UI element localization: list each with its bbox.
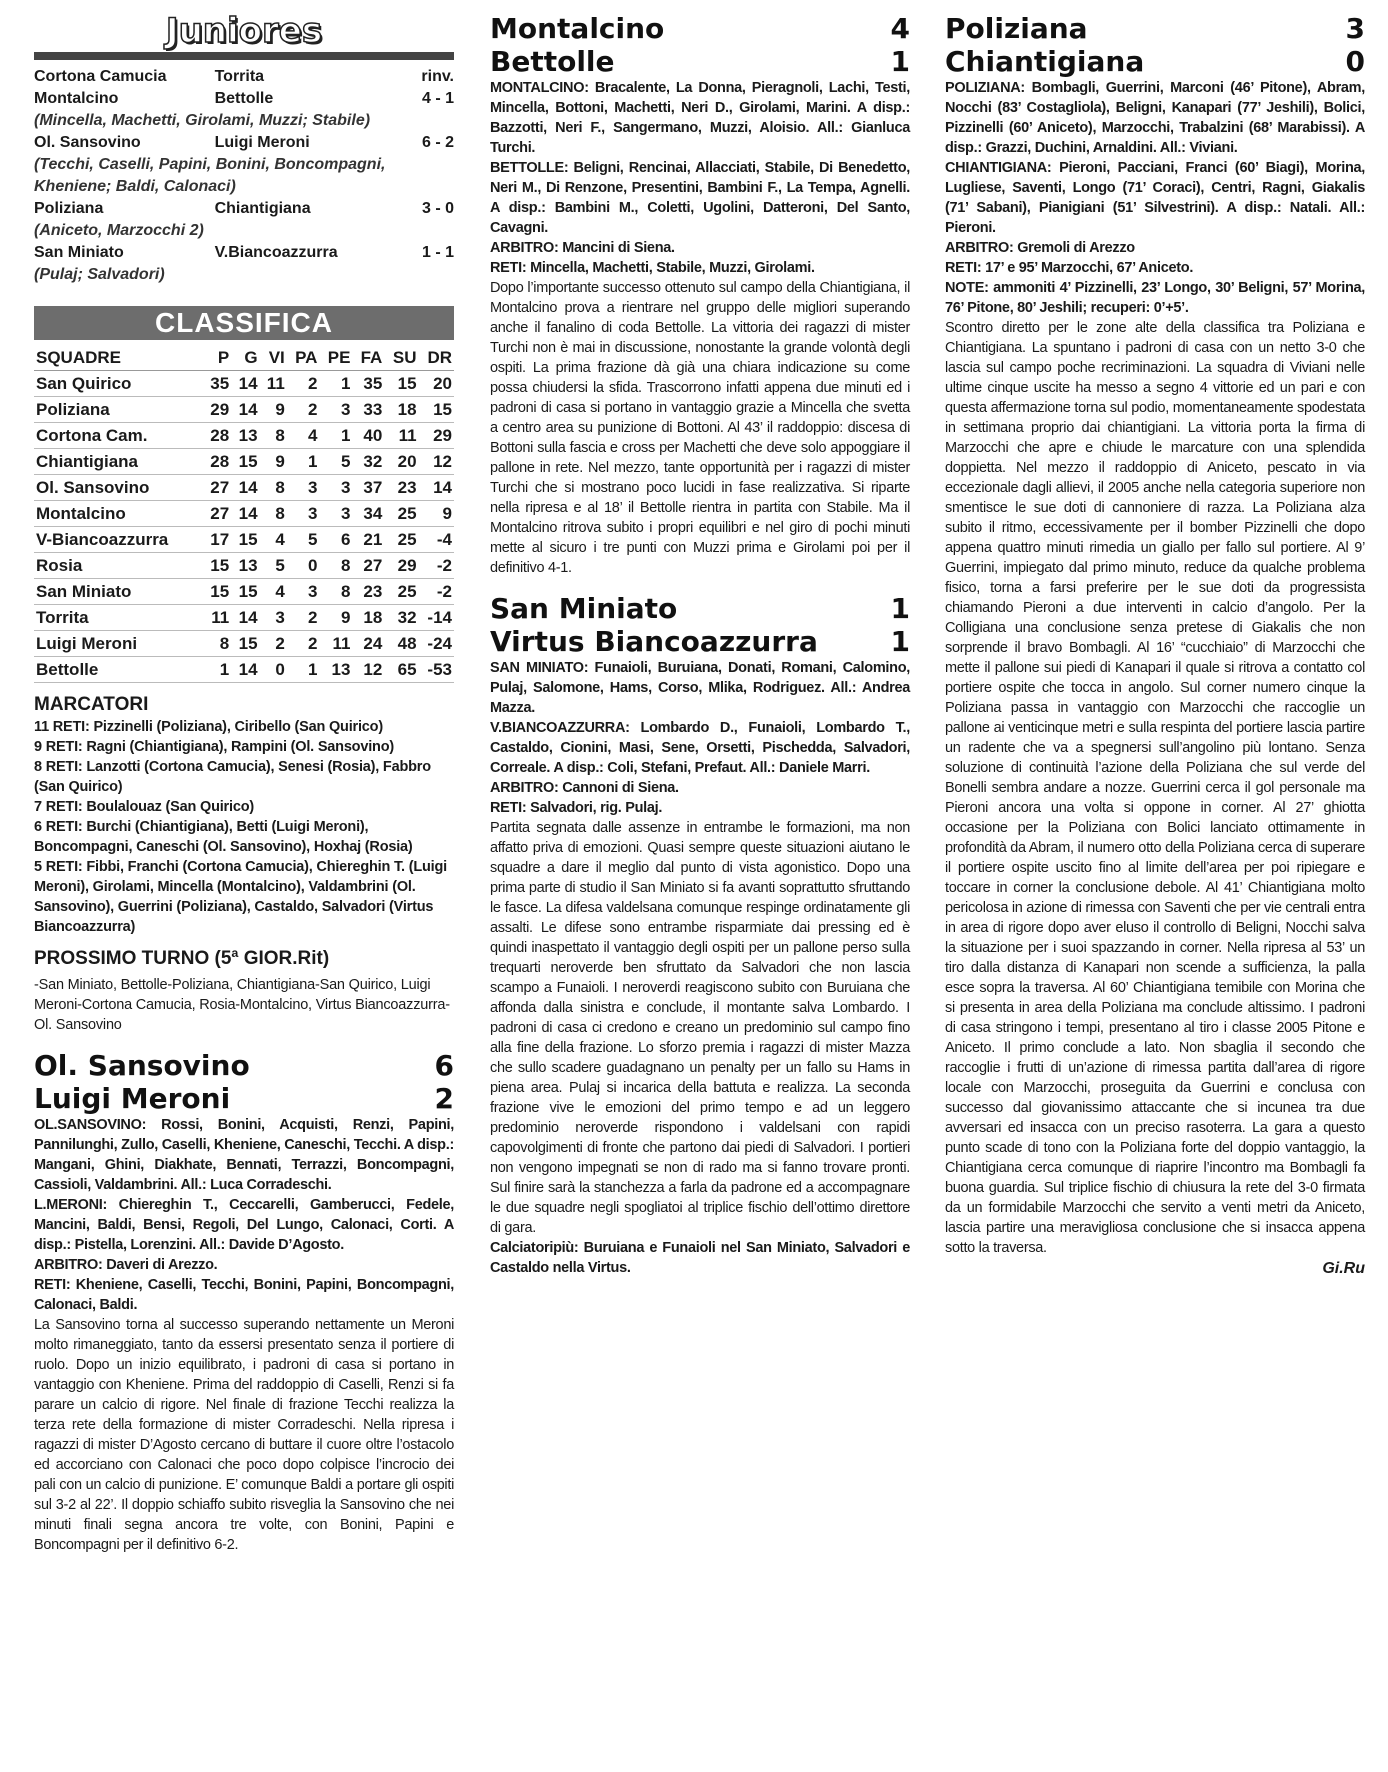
standings-cell: 13 — [231, 423, 259, 449]
standings-cell: 1 — [319, 371, 352, 397]
standings-cell: 33 — [352, 397, 384, 423]
scorers-list — [34, 717, 454, 937]
standings-header: VI — [260, 346, 287, 371]
lineup-home: SAN MINIATO: Funaioli, Buruiana, Donati, Romani, Calomino, Pulaj, Salomone, Hams, Corso, Mlika, Rodriguez. All.: Andrea Mazza. — [490, 660, 910, 716]
standings-cell: 27 — [203, 501, 231, 527]
standings-cell: 27 — [352, 553, 384, 579]
match-article: La Sansovino torna al successo superando nettamente un Meroni molto rimaneggiato, tanto da essersi presentato senza il portiere di ruolo. Dopo un inizio equilibrato, i padroni di casa si portano in vantaggio con Kheniene. Prima del raddoppio di Caselli, Renzi si fa parare un calcio di rigore. Nel finale di frazione Tecchi realizza la terza rete della formazione di mister Corradeschi. Nella ripresa i ragazzi di mister D’Agosto cercano di buttare il cuore oltre l’ostacolo ed accorciano con Calonaci che poco dopo colpisce l’incrocio dei pali con un calcio di punizione. E’ comunque Baldi a portare gli ospiti sul 3-2 al 22’. Il doppio schiaffo subito risveglia la Sansovino che nei minuti finali segna ancora tre volte, con Bonini, Papini e Boncompagni per il definitivo 6-2. — [34, 1317, 454, 1553]
standings-cell: 1 — [203, 657, 231, 683]
standings-cell: 3 — [319, 397, 352, 423]
standings-cell: 29 — [203, 397, 231, 423]
away-score: 0 — [1345, 45, 1365, 78]
match-sansovino — [34, 1049, 454, 1555]
referee: ARBITRO: Cannoni di Siena. — [490, 780, 679, 796]
standings-row — [34, 449, 454, 475]
scorer-line: 6 RETI: Burchi (Chiantigiana), Betti (Luigi Meroni), Boncompagni, Caneschi (Ol. Sansovino), Hoxhaj (Rosia) — [34, 819, 413, 855]
standings-cell: 2 — [287, 631, 320, 657]
home-score: 6 — [434, 1049, 454, 1082]
result-scorers: (Tecchi, Caselli, Papini, Bonini, Boncompagni, Kheniene; Baldi, Calonaci) — [34, 156, 386, 195]
result-row — [34, 132, 454, 154]
standings-cell: 40 — [352, 423, 384, 449]
away-team: Luigi Meroni — [34, 1082, 231, 1115]
standings-cell: -53 — [419, 657, 454, 683]
standings-row — [34, 579, 454, 605]
standings-cell: 24 — [352, 631, 384, 657]
goals: RETI: 17’ e 95’ Marzocchi, 67’ Aniceto. — [945, 260, 1194, 276]
standings-cell: 4 — [260, 579, 287, 605]
marcatori-title: MARCATORI — [34, 694, 149, 715]
standings-cell: 13 — [231, 553, 259, 579]
standings-cell: 3 — [260, 605, 287, 631]
standings-cell: 32 — [384, 605, 418, 631]
standings-cell: 15 — [231, 631, 259, 657]
team-name: Cortona Cam. — [34, 423, 203, 449]
scorer-line: 5 RETI: Fibbi, Franchi (Cortona Camucia), Chiereghin T. (Luigi Meroni), Girolami, Mincella (Montalcino), Valdambrini (Ol. Sansovino), Guerrini (Poliziana), Castaldo, Salvadori (Virtus Biancoazzurra) — [34, 859, 447, 935]
home-score: 3 — [1345, 12, 1365, 45]
standings-cell: 9 — [319, 605, 352, 631]
standings-cell: -2 — [419, 579, 454, 605]
standings-cell: 8 — [203, 631, 231, 657]
standings-cell: 3 — [287, 475, 320, 501]
standings-row — [34, 423, 454, 449]
team-name: Luigi Meroni — [34, 631, 203, 657]
result-score: 6 - 2 — [421, 134, 454, 151]
standings-header: G — [231, 346, 259, 371]
standings-cell: 8 — [260, 501, 287, 527]
standings-cell: 29 — [384, 553, 418, 579]
classifica-title: CLASSIFICA — [34, 306, 454, 340]
match-home-line — [490, 12, 910, 45]
standings-cell: 27 — [203, 475, 231, 501]
standings-cell: 4 — [260, 527, 287, 553]
match-poliziana — [945, 12, 1365, 1278]
result-away: Chiantigiana — [214, 200, 311, 217]
standings-cell: 15 — [419, 397, 454, 423]
result-scorers-row — [34, 264, 454, 286]
result-row — [34, 88, 454, 110]
standings-cell: 18 — [352, 605, 384, 631]
standings-cell: 9 — [419, 501, 454, 527]
goals: RETI: Mincella, Machetti, Stabile, Muzzi, Girolami. — [490, 260, 815, 276]
standings-cell: 5 — [260, 553, 287, 579]
home-team: Ol. Sansovino — [34, 1049, 250, 1082]
result-score: 4 - 1 — [421, 90, 454, 107]
lineup-away: CHIANTIGIANA: Pieroni, Pacciani, Franci (60’ Biagi), Morina, Lugliese, Saventi, Longo (71’ Coraci), Centri, Ragni, Giakalis (71’ Sabani), Pianigiani (51’ Silvestrini). A disp.: Natali. All.: Pieroni. — [945, 160, 1365, 236]
match-montalcino — [490, 12, 910, 578]
standings-row — [34, 501, 454, 527]
standings-cell: 8 — [260, 423, 287, 449]
result-scorers-row — [34, 154, 454, 198]
standings-cell: 8 — [319, 553, 352, 579]
standings-cell: -14 — [419, 605, 454, 631]
match-sanminiato — [490, 592, 910, 1278]
standings-cell: 2 — [287, 371, 320, 397]
result-scorers-row — [34, 220, 454, 242]
standings-cell: 18 — [384, 397, 418, 423]
result-home: Poliziana — [34, 200, 104, 217]
standings-cell: 1 — [287, 657, 320, 683]
match-home-line — [34, 1049, 454, 1082]
standings-cell: 3 — [319, 475, 352, 501]
standings-cell: 1 — [287, 449, 320, 475]
away-team: Virtus Biancoazzurra — [490, 625, 818, 658]
standings-cell: 23 — [352, 579, 384, 605]
standings-cell: 11 — [260, 371, 287, 397]
standings-cell: 0 — [287, 553, 320, 579]
standings-cell: 6 — [319, 527, 352, 553]
standings-table — [34, 346, 454, 683]
result-score: 3 - 0 — [421, 200, 454, 217]
team-name: Torrita — [34, 605, 203, 631]
match-away-line — [490, 625, 910, 658]
referee: ARBITRO: Mancini di Siena. — [490, 240, 675, 256]
standings-row — [34, 605, 454, 631]
scorer-line: 9 RETI: Ragni (Chiantigiana), Rampini (Ol. Sansovino) — [34, 739, 394, 755]
standings-cell: 20 — [384, 449, 418, 475]
standings-cell: 14 — [231, 371, 259, 397]
standings-cell: 28 — [203, 449, 231, 475]
standings-cell: 25 — [384, 501, 418, 527]
standings-cell: 37 — [352, 475, 384, 501]
standings-cell: 0 — [260, 657, 287, 683]
lineup-home: MONTALCINO: Bracalente, La Donna, Pieragnoli, Lachi, Testi, Mincella, Bottoni, Machetti, Neri D., Girolami, Marini. A disp.: Bazzotti, Neri F., Sangermano, Muzzi, Aloisio. All.: Gianluca Turchi. — [490, 80, 910, 156]
standings-cell: -24 — [419, 631, 454, 657]
result-row — [34, 242, 454, 264]
result-score: 1 - 1 — [421, 244, 454, 261]
standings-header: SQUADRE — [34, 346, 203, 371]
lineup-away: V.BIANCOAZZURRA: Lombardo D., Funaioli, Lombardo T., Castaldo, Cionini, Masi, Sene, Orsetti, Pischedda, Salvadori, Correale. A disp.: Coli, Stefani, Prefaut. All.: Daniele Marri. — [490, 720, 910, 776]
standings-cell: 5 — [319, 449, 352, 475]
standings-cell: 3 — [287, 501, 320, 527]
standings-cell: 3 — [287, 579, 320, 605]
goals: RETI: Salvadori, rig. Pulaj. — [490, 800, 663, 816]
standings-header: DR — [419, 346, 454, 371]
standings-cell: 8 — [319, 579, 352, 605]
match-article: Partita segnata dalle assenze in entrambe le formazioni, ma non affatto priva di emozioni. Quasi sempre queste situazioni aiutano le squadre a dare il meglio dal punto di vista agonistico. Dopo una prima parte di studio il San Miniato si fa avanti soprattutto sfruttando le fasce. La difesa valdelsana comunque respinge ordinatamente gli assalti. Le difese sono entrambe risparmiate dai pressing ed è quindi inaspettato il vantaggio degli ospiti per un pallone perso sulla trequarti neroverde ben sfruttato da Salvadori che non lascia scampo a Funaioli. I neroverdi reagiscono subito con Buruiana che affonda dalla sinistra e conclude, il montante salva Lombardo. I padroni di casa ci credono e creano un predominio sul campo fino alla fine della frazione. Lo sforzo premia i ragazzi di mister Mazza che sullo scadere guadagnano un penalty per un fallo su Hams in piena area. Pulaj si incarica della battuta e realizza. La seconda frazione vive le emozioni del primo tempo e ad un leggero predominio neroverde rispondono i valdelsani con rapidi capovolgimenti di fronte che partono dai piedi di Salvadori. I portieri non vengono impegnati se non di rado ma si fanno trovare pronti. Sul finire sarà la stanchezza a farla da padrone ed a accompagnare le due squadre negli spogliatoi al triplice fischio dell’ottimo direttore di gara. — [490, 820, 910, 1236]
result-scorers: (Aniceto, Marzocchi 2) — [34, 222, 204, 239]
standings-cell: 15 — [203, 579, 231, 605]
standings-cell: 32 — [352, 449, 384, 475]
match-away-line — [945, 45, 1365, 78]
result-home: Ol. Sansovino — [34, 134, 141, 151]
prossimo-turno-title: PROSSIMO TURNO (5ª GIOR.Rit) — [34, 948, 330, 969]
result-scorers: (Mincella, Machetti, Girolami, Muzzi; Stabile) — [34, 112, 371, 129]
home-team: San Miniato — [490, 592, 678, 625]
standings-header: SU — [384, 346, 418, 371]
standings-cell: 5 — [287, 527, 320, 553]
standings-header: FA — [352, 346, 384, 371]
away-team: Chiantigiana — [945, 45, 1145, 78]
standings-cell: 14 — [231, 475, 259, 501]
standings-cell: 65 — [384, 657, 418, 683]
result-away: Luigi Meroni — [214, 134, 310, 151]
standings-cell: 35 — [352, 371, 384, 397]
standings-cell: 9 — [260, 449, 287, 475]
team-name: Montalcino — [34, 501, 203, 527]
results-table — [34, 66, 454, 286]
standings-cell: 29 — [419, 423, 454, 449]
away-team: Bettolle — [490, 45, 615, 78]
standings-cell: 15 — [231, 527, 259, 553]
standings-cell: 15 — [231, 449, 259, 475]
standings-cell: 23 — [384, 475, 418, 501]
standings-cell: 35 — [203, 371, 231, 397]
home-score: 4 — [890, 12, 910, 45]
scorer-line: 7 RETI: Boulalouaz (San Quirico) — [34, 799, 254, 815]
standings-cell: 3 — [319, 501, 352, 527]
result-away: Torrita — [214, 68, 265, 85]
calciatoripiu: Calciatoripiù: Buruiana e Funaioli nel San Miniato, Salvadori e Castaldo nella Virtus. — [490, 1240, 910, 1276]
team-name: Ol. Sansovino — [34, 475, 203, 501]
standings-cell: 20 — [419, 371, 454, 397]
author-signature: Gi.Ru — [1322, 1260, 1365, 1277]
standings-cell: 14 — [231, 397, 259, 423]
standings-cell: 2 — [260, 631, 287, 657]
result-away: V.Biancoazzurra — [214, 244, 338, 261]
home-team: Montalcino — [490, 12, 665, 45]
column-right — [945, 12, 1365, 1278]
result-home: Montalcino — [34, 90, 119, 107]
standings-row — [34, 631, 454, 657]
standings-cell: 2 — [287, 397, 320, 423]
notes: NOTE: ammoniti 4’ Pizzinelli, 23’ Longo, 30’ Beligni, 57’ Morina, 76’ Pitone, 80’ Jeshili; recuperi: 0’+5’. — [945, 280, 1365, 316]
column-left — [34, 12, 454, 1555]
standings-cell: 14 — [231, 657, 259, 683]
standings-cell: 28 — [203, 423, 231, 449]
standings-cell: 2 — [287, 605, 320, 631]
scorer-line: 11 RETI: Pizzinelli (Poliziana), Ciribello (San Quirico) — [34, 719, 383, 735]
team-name: San Miniato — [34, 579, 203, 605]
standings-cell: 11 — [384, 423, 418, 449]
result-home: San Miniato — [34, 244, 124, 261]
result-scorers-row — [34, 110, 454, 132]
team-name: Rosia — [34, 553, 203, 579]
referee: ARBITRO: Gremoli di Arezzo — [945, 240, 1135, 256]
standings-cell: 34 — [352, 501, 384, 527]
match-home-line — [945, 12, 1365, 45]
standings-cell: 15 — [384, 371, 418, 397]
standings-cell: 15 — [203, 553, 231, 579]
standings-row — [34, 527, 454, 553]
team-name: V-Biancoazzurra — [34, 527, 203, 553]
scorer-line: 8 RETI: Lanzotti (Cortona Camucia), Senesi (Rosia), Fabbro (San Quirico) — [34, 759, 431, 795]
away-score: 1 — [890, 625, 910, 658]
lineup-home: POLIZIANA: Bombagli, Guerrini, Marconi (46’ Pitone), Abram, Nocchi (83’ Costagliola), Beligni, Kanapari (77’ Jeshili), Bolici, Pizzinelli (60’ Aniceto), Marzocchi, Trabalzini (68’ Marabissi). A disp.: Grazzi, Duchini, Arnaldini. All.: Viviani. — [945, 80, 1365, 156]
standings-cell: 21 — [352, 527, 384, 553]
result-away: Bettolle — [214, 90, 274, 107]
standings-row — [34, 657, 454, 683]
standings-cell: 14 — [419, 475, 454, 501]
standings-cell: 14 — [231, 501, 259, 527]
match-home-line — [490, 592, 910, 625]
result-home: Cortona Camucia — [34, 68, 167, 85]
standings-cell: 1 — [319, 423, 352, 449]
standings-row — [34, 371, 454, 397]
result-row — [34, 66, 454, 88]
standings-header: P — [203, 346, 231, 371]
away-score: 2 — [434, 1082, 454, 1115]
standings-cell: 13 — [319, 657, 352, 683]
team-name: Chiantigiana — [34, 449, 203, 475]
standings-cell: 14 — [231, 605, 259, 631]
match-article: Scontro diretto per le zone alte della classifica tra Poliziana e Chiantigiana. La spuntano i padroni di casa con un netto 3-0 che lascia sul campo poche recriminazioni. La squadra di Viviani nelle ultime cinque uscite ha messo a segno 4 vittorie ed un pari e con questa affermazione torna sul podio, momentaneamente spodestata in settimana proprio dai chiantigiani. La vittoria porta la firma di Marzocchi che apre e chiude le marcature con una splendida doppietta. Nel mezzo il raddoppio di Aniceto, pescato in via eccezionale dagli allievi, il 2005 anche nella categoria superiore non smentisce le sue doti di cannoniere di razza. La Poliziana alza subito il ritmo, eccessivamente per il bomber Pizzinelli che dopo appena quattro minuti rimedia un giallo per fallo sul portiere. Al 9’ Guerrini, impiegato dal primo minuto, reduce da qualche problema fisico, torna a farsi preferire per le sue doti da progressista chiamando Pieroni a due interventi in calcio d’angolo. Per la Colligiana una conclusione senza pretese di Giakalis che non sorprende il bravo Bombagli. Al 16’ “cucchiaio” di Marzocchi che mette il pallone sui piedi di Kanapari il quale si ritrova a contatto col portiere ospite che tocca in angolo. Sul corner numero cinque la Poliziana passa in vantaggio con Marzocchi che raccoglie un pallone ai venticinque metri e sulla respinta del portiere lascia partire un radente che va a spegnersi sull’angolino più lontano. Senza soluzione di continuità l’azione della Poliziana che sul verde del Bonelli sembra andare a nozze. Guerrini cerca il gol personale ma Pieroni ancora una volta si oppone in corner. Al 27’ ghiotta occasione per la Poliziana con Bolici lanciato ottimamente in profondità da Abram, il numero otto della Poliziana cerca di superare il portiere ospite uscito fino al limite dell’area per poi ripiegare e toccare in corner la conclusione debole. Al 41’ Chiantigiana molto pericolosa in azione di rimessa con Saventi che per vie centrali entra in area di rigore dopo aver eluso il controllo di Beligni, Nocchi salva la situazione per i suoi spazzando in corner. Nella ripresa al 53’ un tiro dalla distanza di Kanapari non scende a sufficienza, la palla esce sopra la traversa. Al 60’ Chiantigiana temibile con Morina che si presenta in area della Poliziana ma conclude altissimo. I padroni di casa stringono i tempi, presentano al tiro i classe 2005 Pitone e Aniceto. Il primo conclude a lato. Non sbaglia il secondo che raccoglie i frutti di un’azione di rimessa partita dall’area di rigore locale con Marzocchi, proseguita da Guerrini e conclusa con successo dal giovanissimo attaccante che si incunea tra due avversari ed insacca con un preciso rasoterra. La gara a questo punto scade di tono con la Poliziana forte del doppio vantaggio, la Chiantigiana cerca comunque di riaprire l’incontro ma Bombagli fa buona guardia. Sul triplice fischio di chiusura la rete del 3-0 firmata da un formidabile Marzocchi che servito a venti metri da Aniceto, lascia partire una meravigliosa conclusione che si insacca appena sotto la traversa. — [945, 320, 1365, 1256]
standings-cell: 12 — [419, 449, 454, 475]
team-name: Poliziana — [34, 397, 203, 423]
match-away-line — [34, 1082, 454, 1115]
standings-cell: 9 — [260, 397, 287, 423]
team-name: San Quirico — [34, 371, 203, 397]
column-middle — [490, 12, 910, 1278]
standings-cell: 11 — [319, 631, 352, 657]
standings-header: PA — [287, 346, 320, 371]
title-rule — [34, 52, 454, 60]
match-article: Dopo l’importante successo ottenuto sul campo della Chiantigiana, il Montalcino prova a rientrare nel gruppo delle migliori superando anche il fanalino di coda Bettolle. La vittoria dei ragazzi di mister Turchi non è mai in discussione, nonostante la grande volontà degli ospiti. La prima frazione dà già una chiara indicazione su come possa chiudersi la sfida. Trascorrono infatti appena due minuti ed i padroni di casa si portano in vantaggio grazie a Mincella che svetta a centro area su punizione di Bottoni. Al 43’ il raddoppio: discesa di Bottoni sulla fascia e cross per Machetti che deve solo appoggiare il pallone in rete. Nel mezzo, tante opportunità per i ragazzi di mister Turchi che si mostrano poco lucidi in fase realizzativa. Si riparte nella ripresa e al 18’ il Bettolle rientra in partita con Stabile. Ma il Montalcino ritrova subito i propri equilibri e nel giro di pochi minuti mette al sicuro i tre punti con Muzzi prima e Girolami poi per il definitivo 4-1. — [490, 280, 910, 576]
standings-header: PE — [319, 346, 352, 371]
goals: RETI: Kheniene, Caselli, Tecchi, Bonini, Papini, Boncompagni, Calonaci, Baldi. — [34, 1277, 454, 1313]
lineup-home: OL.SANSOVINO: Rossi, Bonini, Acquisti, Renzi, Papini, Pannilunghi, Zullo, Caselli, Kheniene, Caneschi, Tecchi. A disp.: Mangani, Ghini, Diakhate, Bennati, Terrazzi, Boncompagni, Cassioli, Valdambrini. All.: Luca Corradeschi. — [34, 1117, 454, 1193]
home-team: Poliziana — [945, 12, 1088, 45]
referee: ARBITRO: Daveri di Arezzo. — [34, 1257, 218, 1273]
standings-cell: 25 — [384, 579, 418, 605]
home-score: 1 — [890, 592, 910, 625]
standings-cell: 4 — [287, 423, 320, 449]
standings-cell: 48 — [384, 631, 418, 657]
standings-cell: 15 — [231, 579, 259, 605]
juniores-title: Juniores — [165, 11, 323, 51]
standings-cell: 8 — [260, 475, 287, 501]
result-row — [34, 198, 454, 220]
standings-row — [34, 397, 454, 423]
team-name: Bettolle — [34, 657, 203, 683]
standings-row — [34, 553, 454, 579]
standings-cell: 25 — [384, 527, 418, 553]
lineup-away: L.MERONI: Chiereghin T., Ceccarelli, Gamberucci, Fedele, Mancini, Baldi, Bensi, Regoli, Del Lungo, Calonaci, Corti. A disp.: Pistella, Lorenzini. All.: Davide D’Agosto. — [34, 1197, 454, 1253]
result-score: rinv. — [421, 68, 454, 85]
standings-row — [34, 475, 454, 501]
away-score: 1 — [890, 45, 910, 78]
result-scorers: (Pulaj; Salvadori) — [34, 266, 165, 283]
match-away-line — [490, 45, 910, 78]
standings-cell: 12 — [352, 657, 384, 683]
standings-cell: 17 — [203, 527, 231, 553]
standings-cell: -4 — [419, 527, 454, 553]
lineup-away: BETTOLLE: Beligni, Rencinai, Allacciati, Stabile, Di Benedetto, Neri M., Di Renzone, Presentini, Bambini F., La Tempa, Agnelli. A disp.: Bambini M., Coletti, Ugolini, Datteroni, Del Santo, Cavagni. — [490, 160, 910, 236]
standings-cell: -2 — [419, 553, 454, 579]
standings-cell: 11 — [203, 605, 231, 631]
prossimo-turno-text: -San Miniato, Bettolle-Poliziana, Chiantigiana-San Quirico, Luigi Meroni-Cortona Camucia, Rosia-Montalcino, Virtus Biancoazzurra-Ol. Sansovino — [34, 977, 450, 1033]
